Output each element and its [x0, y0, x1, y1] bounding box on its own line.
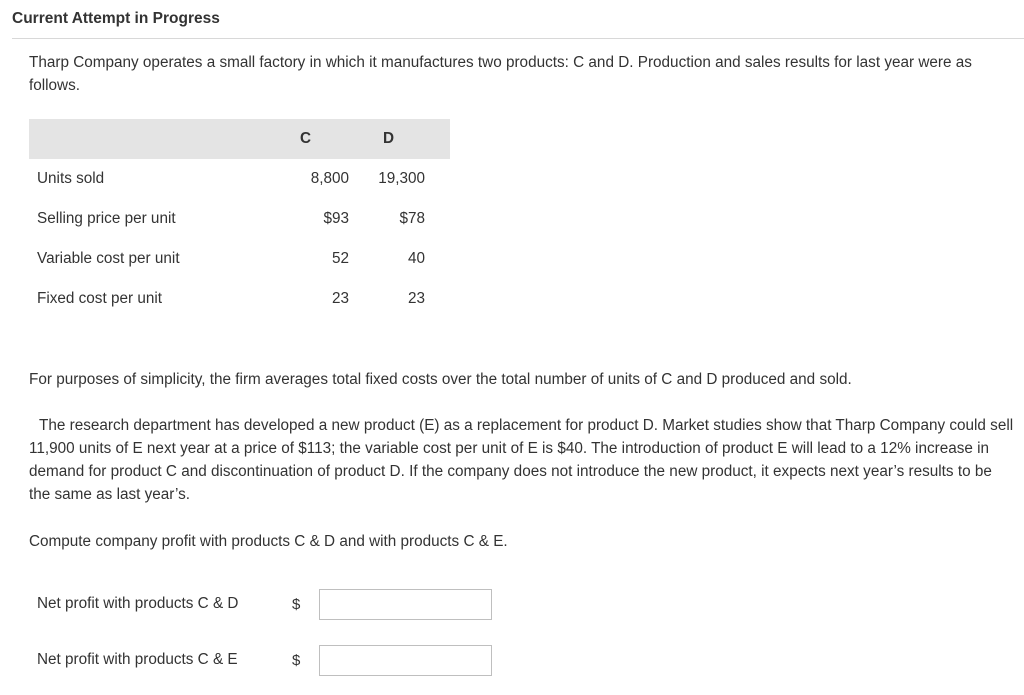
value-c: 52 — [331, 250, 349, 267]
page-title: Current Attempt in Progress — [12, 10, 220, 27]
table-row — [29, 159, 450, 199]
row-label: Selling price per unit — [37, 210, 176, 227]
value-d: 40 — [407, 250, 425, 267]
table-header-c: C — [222, 119, 352, 159]
table-header-d: D — [352, 119, 450, 159]
value-c: 23 — [331, 290, 349, 307]
value-c: 8,800 — [310, 170, 349, 187]
answer-label-ce: Net profit with products C & E — [37, 651, 238, 668]
row-label: Units sold — [37, 170, 105, 187]
row-label: Variable cost per unit — [37, 250, 180, 267]
compute-instruction: Compute company profit with products C & D and with products C & E. — [29, 533, 508, 550]
table-row — [29, 279, 450, 319]
table-row — [29, 199, 450, 239]
value-d: $78 — [399, 210, 425, 227]
intro-paragraph: Tharp Company operates a small factory in which it manufactures two products: C and D. Production and sales results for last year were as follows. — [29, 54, 972, 94]
value-d: 19,300 — [378, 170, 425, 187]
currency-symbol: $ — [292, 651, 301, 669]
table-header-row — [29, 119, 450, 159]
row-label: Fixed cost per unit — [37, 290, 162, 307]
answer-row-cd — [37, 586, 492, 622]
table-row — [29, 239, 450, 279]
net-profit-cd-input[interactable] — [319, 589, 492, 620]
value-c: $93 — [323, 210, 349, 227]
header-divider — [12, 38, 1024, 39]
net-profit-ce-input[interactable] — [319, 645, 492, 676]
production-table — [29, 119, 450, 319]
answer-row-ce — [37, 642, 492, 678]
research-paragraph: The research department has developed a new product (E) as a replacement for product D. Market studies show that Tharp Company could sell 11,900 units of E next year at a price of $113; the variable cost per unit of E is $40. The introduction of product E will lead to a 12% increase in demand for product C and discontinuation of product D. If the company does not introduce the new product, it expects next year’s results to be the same as last year’s. — [29, 417, 1014, 503]
answer-label-cd: Net profit with products C & D — [37, 595, 239, 612]
table-header-blank — [29, 119, 222, 159]
value-d: 23 — [407, 290, 425, 307]
currency-symbol: $ — [292, 595, 301, 613]
simplicity-paragraph: For purposes of simplicity, the firm averages total fixed costs over the total number of units of C and D produced and sold. — [29, 371, 852, 388]
